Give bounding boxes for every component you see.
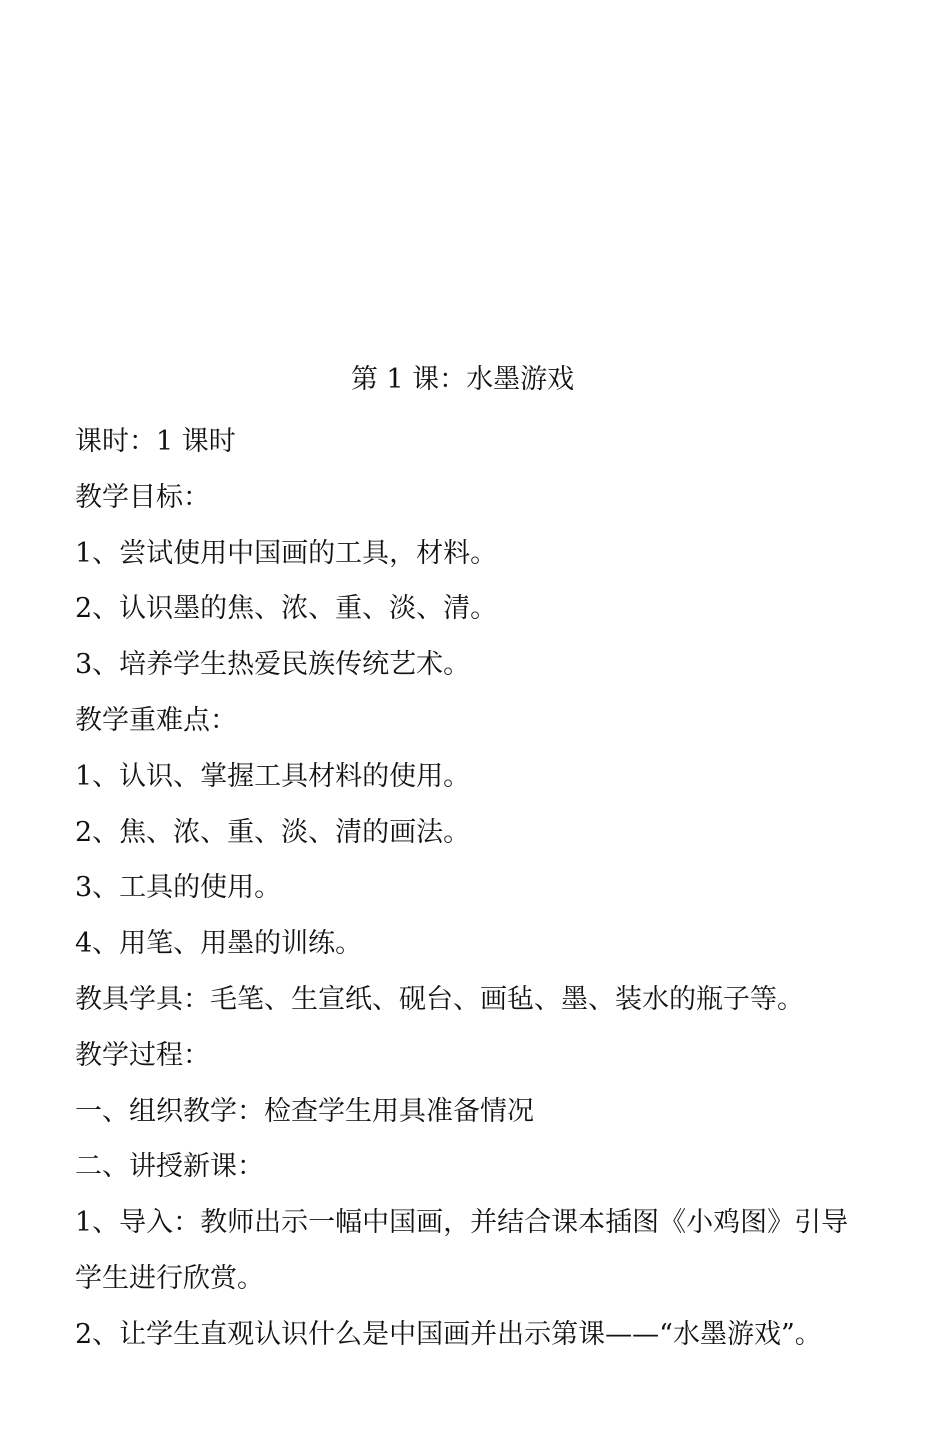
- goal-item-2: 2、认识墨的焦、浓、重、淡、清。: [75, 593, 498, 625]
- class-hours-line: 课时：1 课时: [75, 426, 236, 457]
- key-point-item-2: 2、焦、浓、重、淡、清的画法。: [75, 816, 471, 848]
- goal-item-1: 1、尝试使用中国画的工具，材料。: [75, 537, 498, 569]
- key-point-item-1: 1、认识、掌握工具材料的使用。: [75, 760, 471, 792]
- process-step-1: 一、组织教学：检查学生用具准备情况: [75, 1095, 534, 1127]
- key-point-item-4: 4、用笔、用墨的训练。: [75, 928, 363, 960]
- key-point-item-3: 3、工具的使用。: [75, 872, 282, 904]
- teaching-process-heading: 教学过程：: [75, 1039, 210, 1071]
- teaching-goals-heading: 教学目标：: [75, 481, 210, 513]
- process-substep-1-continued: 学生进行欣赏。: [75, 1262, 264, 1294]
- key-points-heading: 教学重难点：: [75, 704, 237, 736]
- lesson-title: 第 1 课：水墨游戏: [350, 364, 575, 395]
- process-substep-2: 2、让学生直观认识什么是中国画并出示第课——“水墨游戏”。: [75, 1318, 822, 1350]
- teaching-tools-line: 教具学具：毛笔、生宣纸、砚台、画毡、墨、装水的瓶子等。: [75, 983, 804, 1015]
- process-substep-1: 1、导入：教师出示一幅中国画，并结合课本插图《小鸡图》引导: [75, 1207, 849, 1239]
- process-step-2: 二、讲授新课：: [75, 1151, 264, 1183]
- lesson-body: [75, 414, 875, 1363]
- goal-item-3: 3、培养学生热爱民族传统艺术。: [75, 649, 471, 681]
